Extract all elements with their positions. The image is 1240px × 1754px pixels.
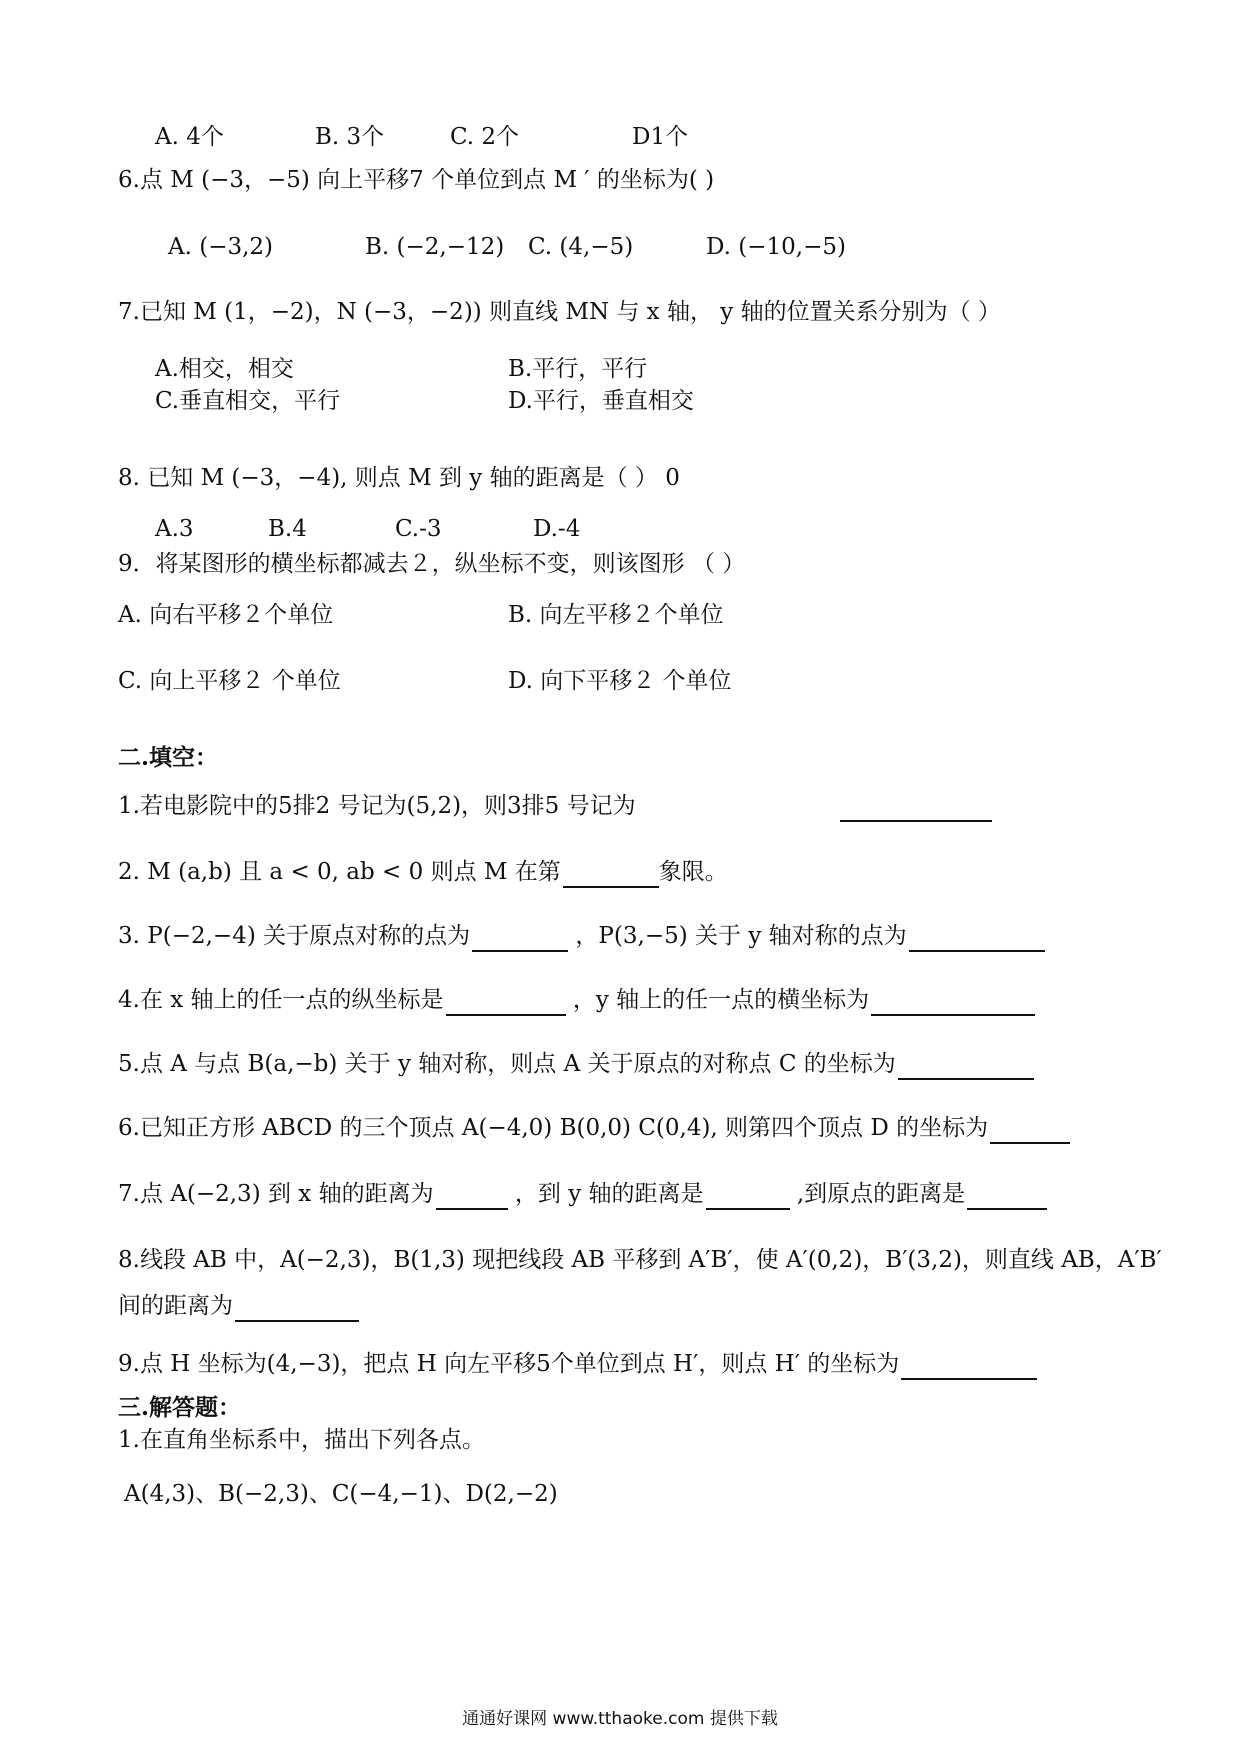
fill-q5-blank[interactable]	[898, 1054, 1034, 1080]
q6-option-c: C. (4,−5)	[528, 234, 634, 260]
footer-credit: 通通好课网 www.tthaoke.com 提供下载	[462, 1709, 778, 1729]
fill-q3-text-b: ，P(3,−5) 关于 y 轴对称的点为	[575, 923, 907, 949]
fill-q4-text-b: ，y 轴上的任一点的横坐标为	[572, 987, 870, 1013]
fill-q1-text: 1.若电影院中的5排2 号记为(5,2)，则3排5 号记为	[118, 793, 636, 819]
fill-q6-text: 6.已知正方形 ABCD 的三个顶点 A(−4,0) B(0,0) C(0,4), 则第四个顶点 D 的坐标为	[118, 1115, 989, 1141]
fill-section-title: 二.填空：	[118, 744, 219, 771]
fill-question-7	[118, 1178, 1047, 1210]
q7-option-a: A.相交，相交	[155, 356, 294, 382]
fill-question-3	[118, 920, 1045, 952]
fill-q1-blank[interactable]	[840, 796, 992, 822]
fill-q7-blank-b[interactable]	[706, 1184, 790, 1210]
fill-q8-text: 间的距离为	[118, 1293, 233, 1319]
q5-option-c: C. 2个	[450, 124, 520, 150]
q9-option-c: C. 向上平移２ 个单位	[118, 668, 341, 694]
fill-q3-blank-a[interactable]	[472, 926, 568, 952]
fill-q7-text-a: 7.点 A(−2,3) 到 x 轴的距离为	[118, 1181, 434, 1207]
q6-option-b: B. (−2,−12)	[365, 234, 505, 260]
fill-q7-blank-a[interactable]	[436, 1184, 508, 1210]
fill-q2-suffix: 象限。	[658, 859, 728, 885]
fill-q4-blank-b[interactable]	[871, 990, 1035, 1016]
fill-question-8: 8.线段 AB 中，A(−2,3)，B(1,3) 现把线段 AB 平移到 A′B′，使 A′(0,2)，B′(3,2)，则直线 AB，A′B′	[118, 1247, 1162, 1273]
solve-question-1: 1.在直角坐标系中，描出下列各点。	[118, 1427, 485, 1453]
q5-option-b: B. 3个	[315, 124, 385, 150]
fill-q7-text-b: ，到 y 轴的距离是	[514, 1181, 704, 1207]
solve-section-title: 三.解答题：	[118, 1394, 242, 1421]
q8-option-b: B.4	[268, 516, 307, 542]
q6-option-a: A. (−3,2)	[168, 234, 274, 260]
fill-question-9	[118, 1348, 1037, 1380]
fill-q8-blank[interactable]	[235, 1296, 359, 1322]
mc-question-6: 6.点 M (−3，−5) 向上平移7 个单位到点 M ′ 的坐标为( )	[118, 167, 715, 193]
fill-question-8-cont	[118, 1290, 359, 1322]
mc-question-7: 7.已知 M (1，−2)，N (−3，−2)) 则直线 MN 与 x 轴， y 轴的位置关系分别为（ ）	[118, 299, 1001, 325]
q7-option-b: B.平行，平行	[508, 356, 648, 382]
q9-option-b: B. 向左平移２个单位	[508, 602, 724, 628]
fill-q7-blank-c[interactable]	[967, 1184, 1047, 1210]
q5-option-d: D1个	[632, 124, 689, 150]
fill-question-5	[118, 1048, 1034, 1080]
fill-question-6	[118, 1112, 1070, 1144]
fill-question-4	[118, 984, 1035, 1016]
q6-option-d: D. (−10,−5)	[706, 234, 846, 260]
fill-q3-blank-b[interactable]	[909, 926, 1045, 952]
fill-question-1	[118, 790, 636, 822]
fill-q9-text: 9.点 H 坐标为(4,−3)，把点 H 向左平移5个单位到点 H′，则点 H′ 的坐标为	[118, 1351, 900, 1377]
fill-q3-text-a: 3. P(−2,−4) 关于原点对称的点为	[118, 923, 471, 949]
q8-option-d: D.-4	[533, 516, 581, 542]
q7-option-c: C.垂直相交，平行	[155, 388, 341, 414]
fill-q5-text: 5.点 A 与点 B(a,−b) 关于 y 轴对称，则点 A 关于原点的对称点 C 的坐标为	[118, 1051, 896, 1077]
fill-question-2	[118, 856, 728, 888]
fill-q6-blank[interactable]	[990, 1118, 1070, 1144]
q8-option-a: A.3	[155, 516, 194, 542]
fill-q2-text: 2. M (a,b) 且 a < 0, ab < 0 则点 M 在第	[118, 859, 561, 885]
q5-option-a: A. 4个	[155, 124, 224, 150]
fill-q7-text-c: ,到原点的距离是	[796, 1181, 966, 1207]
mc-question-8: 8. 已知 M (−3，−4), 则点 M 到 y 轴的距离是（ ） 0	[118, 465, 680, 491]
fill-q4-text-a: 4.在 x 轴上的任一点的纵坐标是	[118, 987, 444, 1013]
q9-option-d: D. 向下平移２ 个单位	[508, 668, 732, 694]
fill-q4-blank-a[interactable]	[446, 990, 566, 1016]
q8-option-c: C.-3	[395, 516, 442, 542]
q7-option-d: D.平行，垂直相交	[508, 388, 694, 414]
solve-points: A(4,3)、B(−2,3)、C(−4,−1)、D(2,−2)	[124, 1481, 558, 1507]
mc-question-9: 9．将某图形的横坐标都减去２，纵坐标不变，则该图形 （ ）	[118, 551, 746, 577]
q9-option-a: A. 向右平移２个单位	[118, 602, 334, 628]
fill-q9-blank[interactable]	[901, 1354, 1037, 1380]
fill-q2-blank[interactable]	[563, 862, 659, 888]
